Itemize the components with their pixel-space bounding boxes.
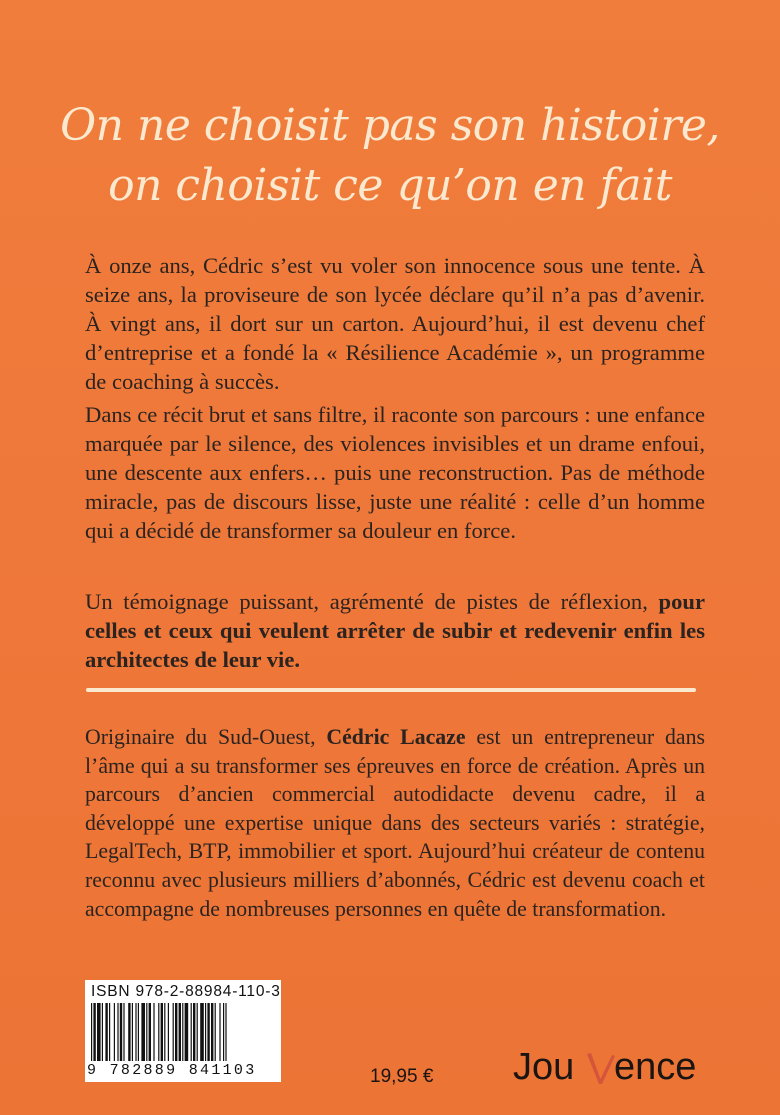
publisher-logo-part-1: Jou — [513, 1046, 575, 1088]
tagline-line-1: On ne choisit pas son histoire, — [60, 100, 720, 151]
summary-paragraph-1: À onze ans, Cédric s’est vu voler son innocence sous une tente. À seize ans, la proviseure de son lycée déclare qu’il n’a pas d’avenir. À vingt ans, il dort sur un carton. Aujourd’hui, il est devenu chef d’entreprise et a fondé la « Résilience Académie », un programme de coaching à succès. — [85, 253, 705, 394]
publisher-logo — [513, 1046, 703, 1094]
barcode-bars — [91, 1003, 275, 1061]
summary-p3-bold-text: pour celles et ceux qui veulent arrêter de subir et redevenir enfin les architectes de leur vie. — [85, 589, 705, 672]
summary-paragraph-2: Dans ce récit brut et sans filtre, il raconte son parcours : une enfance marquée par le silence, des violences invisibles et un drame enfoui, une descente aux enfers… puis une reconstruction. Pas de méthode miracle, pas de discours lisse, juste une réalité : celle d’un homme qui a décidé de transformer sa douleur en force. — [85, 402, 705, 543]
tagline-line-2: on choisit ce qu’on en fait — [108, 160, 672, 211]
ean-digits: 9 782889 841103 — [87, 1062, 257, 1079]
publisher-logo-v-mark — [585, 1052, 617, 1086]
author-bio — [85, 723, 705, 923]
summary-paragraph-3 — [85, 587, 705, 674]
isbn-barcode — [85, 980, 281, 1082]
summary-p3-text: Un témoignage puissant, agrémenté de pistes de réflexion, — [85, 589, 659, 614]
publisher-logo-part-2: ence — [614, 1046, 697, 1088]
isbn-label: ISBN 978-2-88984-110-3 — [91, 983, 281, 1000]
price: 19,95 € — [370, 1066, 434, 1087]
section-divider — [86, 688, 696, 692]
author-bio-text: est un entrepreneur dans l’âme qui a su transformer ses épreuves en force de création. Après un parcours d’ancien commercial autodidacte devenu cadre, il a développé une expertise unique dans des secteurs variés : stratégie, LegalTech, BTP, immobilier et sport. Aujourd’hui créateur de contenu reconnu avec plusieurs milliers d’abonnés, Cédric est devenu coach et accompagne de nombreuses personnes en quête de transformation. — [85, 725, 705, 921]
tagline — [0, 96, 780, 216]
author-bio-intro: Originaire du Sud-Ouest, — [85, 725, 327, 749]
author-name: Cédric Lacaze — [326, 725, 466, 749]
